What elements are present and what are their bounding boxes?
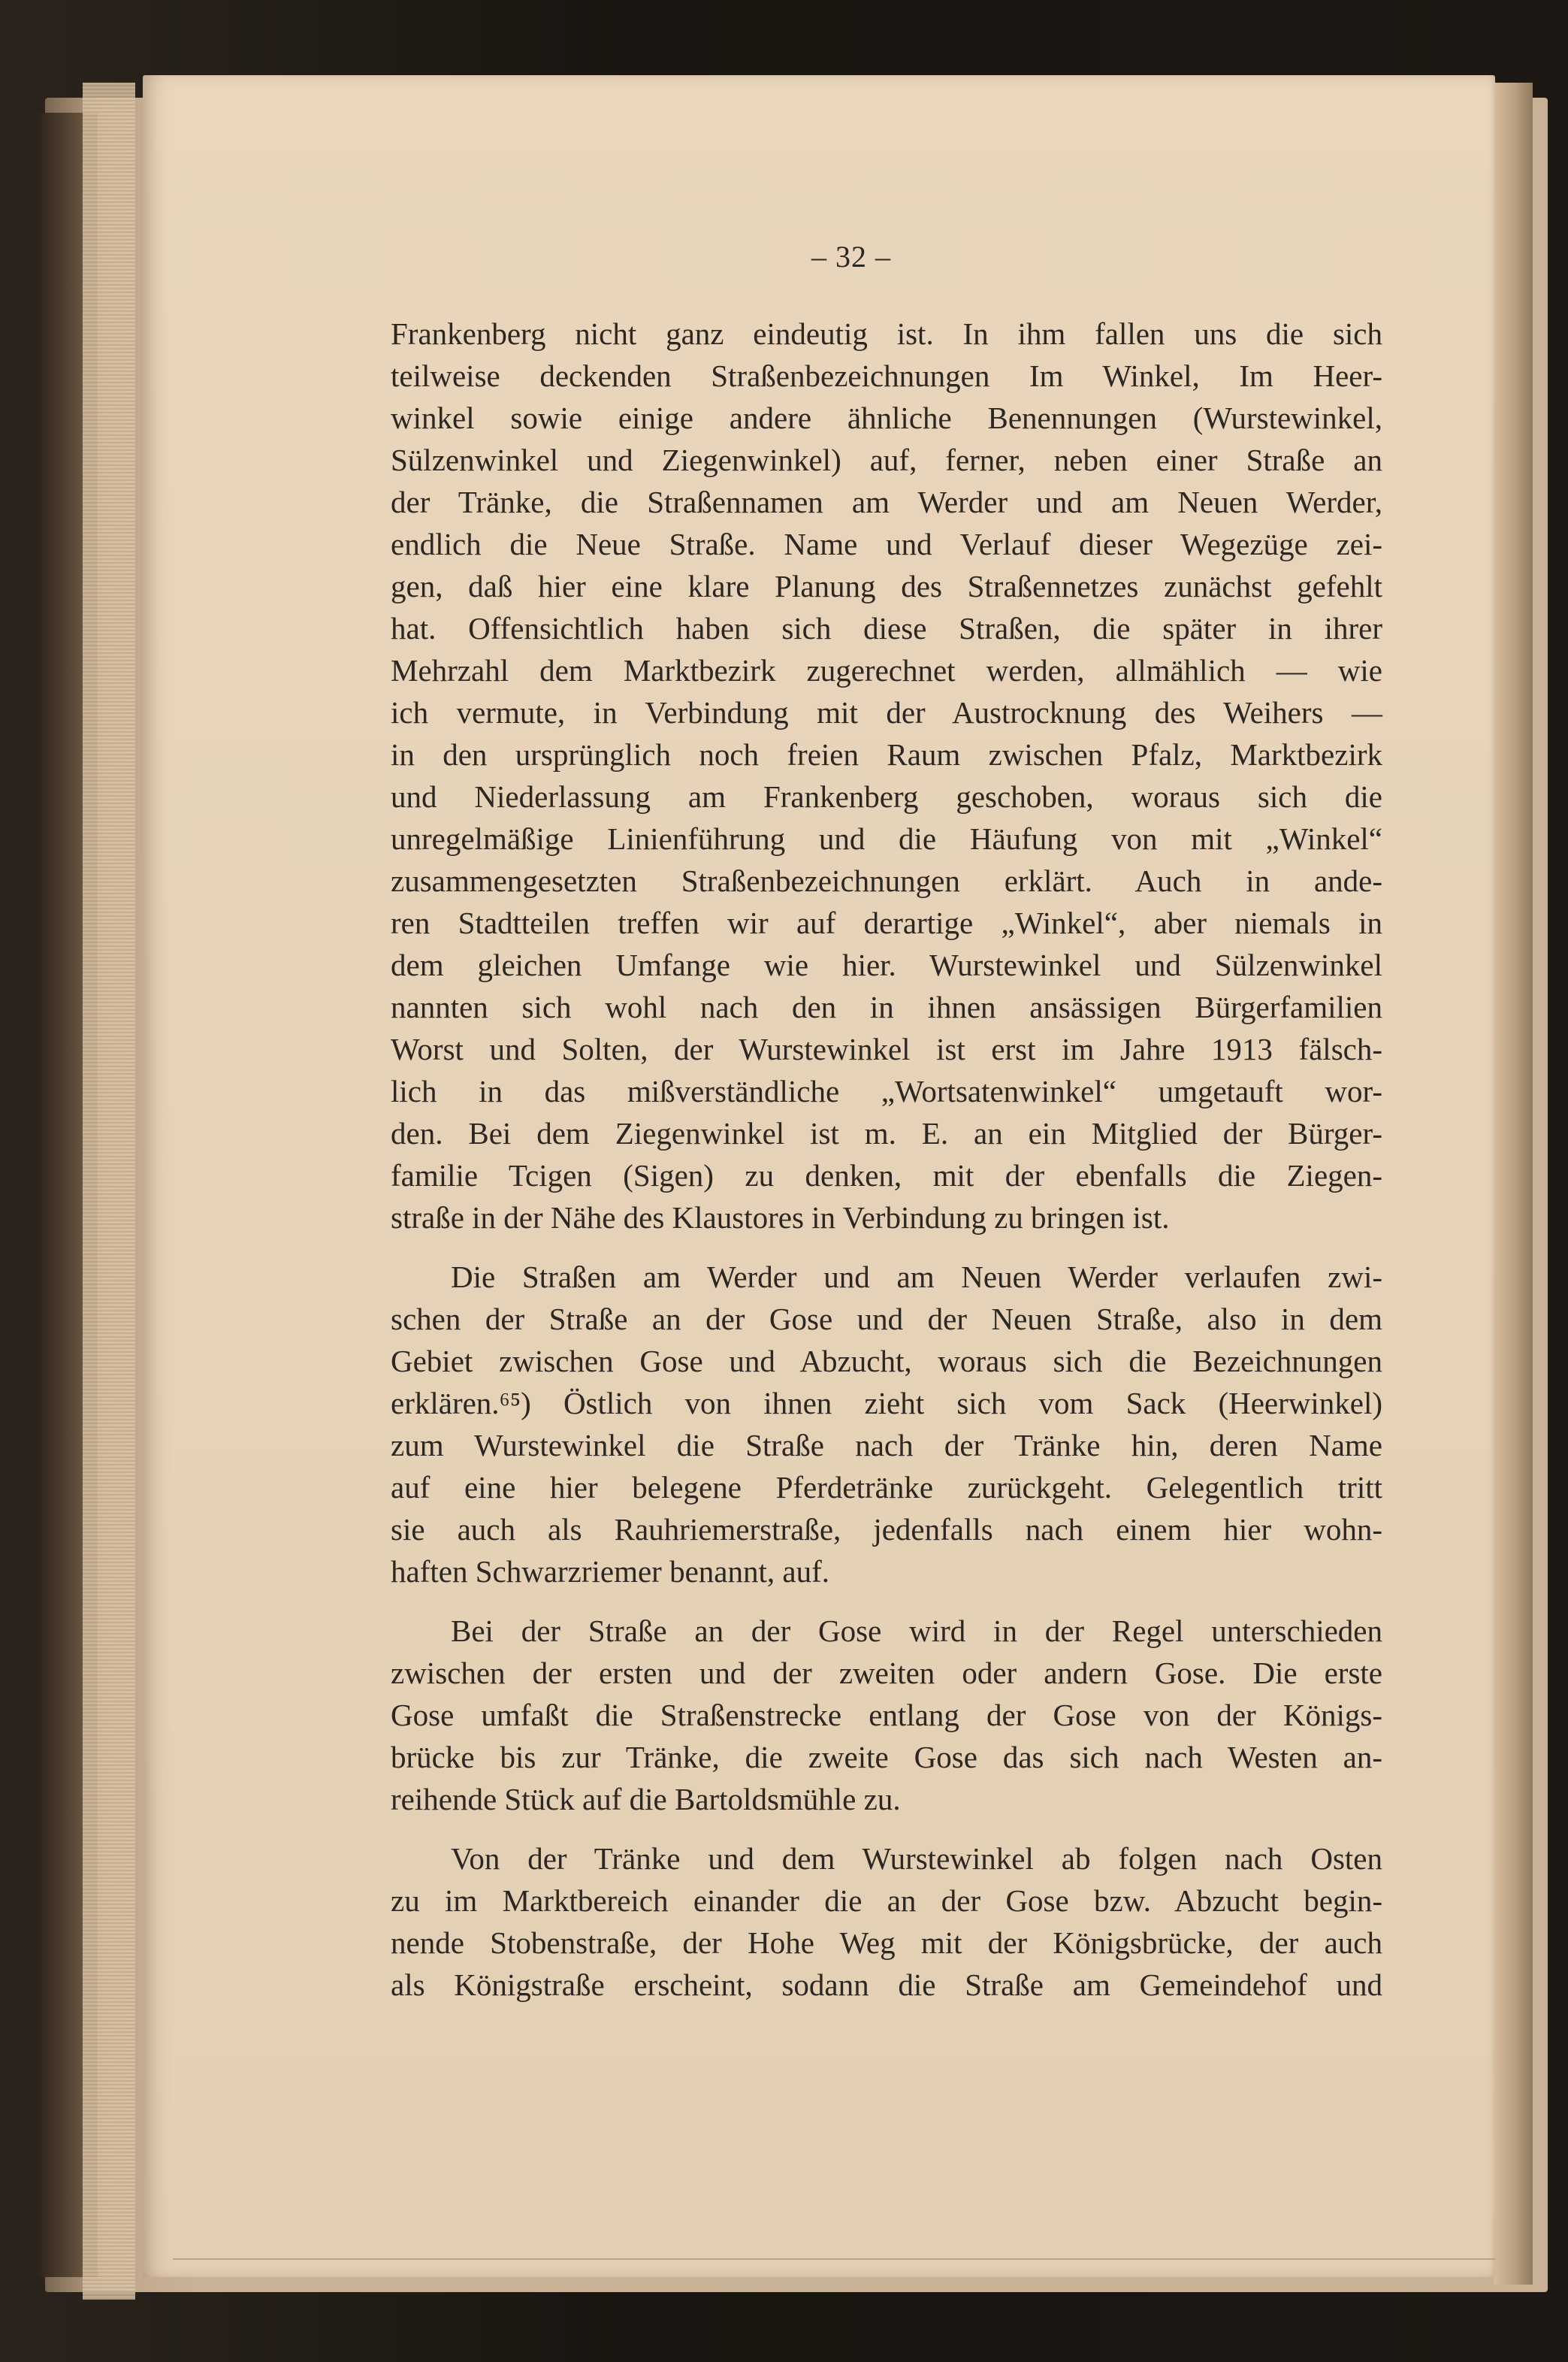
body-text bbox=[391, 313, 1382, 2006]
text-line: brücke bis zur Tränke, die zweite Gose das sich nach Westen an- bbox=[391, 1740, 1382, 1774]
paragraph-gap bbox=[391, 1592, 1382, 1610]
text-line: endlich die Neue Straße. Name und Verlauf dieser Wegezüge zei- bbox=[391, 527, 1382, 561]
text-line: erklären.⁶⁵) Östlich von ihnen zieht sich vom Sack (Heerwinkel) bbox=[391, 1386, 1382, 1420]
text-line: familie Tcigen (Sigen) zu denken, mit der ebenfalls die Ziegen- bbox=[391, 1158, 1382, 1193]
paragraph bbox=[391, 1837, 1382, 2006]
text-line: den. Bei dem Ziegenwinkel ist m. E. an ein Mitglied der Bürger- bbox=[391, 1116, 1382, 1151]
text-line: sie auch als Rauhriemerstraße, jedenfalls nach einem hier wohn- bbox=[391, 1512, 1382, 1547]
page-number: – 32 – bbox=[811, 240, 891, 274]
paragraph bbox=[391, 1256, 1382, 1592]
text-line: ich vermute, in Verbindung mit der Austrocknung des Weihers — bbox=[391, 695, 1382, 730]
text-line: Worst und Solten, der Wurstewinkel ist erst im Jahre 1913 fälsch- bbox=[391, 1032, 1382, 1066]
text-line: lich in das mißverständliche „Wortsatenwinkel“ umgetauft wor- bbox=[391, 1074, 1382, 1108]
text-line: hat. Offensichtlich haben sich diese Straßen, die später in ihrer bbox=[391, 611, 1382, 646]
text-line: der Tränke, die Straßennamen am Werder und am Neuen Werder, bbox=[391, 485, 1382, 519]
text-line: winkel sowie einige andere ähnliche Benennungen (Wurstewinkel, bbox=[391, 401, 1382, 435]
text-line: gen, daß hier eine klare Planung des Straßennetzes zunächst gefehlt bbox=[391, 569, 1382, 603]
text-line: unregelmäßige Linienführung und die Häufung von mit „Winkel“ bbox=[391, 821, 1382, 856]
page-edges-right bbox=[1494, 83, 1533, 2285]
page-edges-left bbox=[83, 83, 135, 2300]
text-line: Sülzenwinkel und Ziegenwinkel) auf, ferner, neben einer Straße an bbox=[391, 443, 1382, 477]
text-line: schen der Straße an der Gose und der Neuen Straße, also in dem bbox=[391, 1302, 1382, 1336]
text-line: auf eine hier belegene Pferdetränke zurückgeht. Gelegentlich tritt bbox=[391, 1470, 1382, 1505]
text-line: Gose umfaßt die Straßenstrecke entlang der Gose von der Königs- bbox=[391, 1698, 1382, 1732]
text-line: in den ursprünglich noch freien Raum zwischen Pfalz, Marktbezirk bbox=[391, 737, 1382, 772]
text-line: haften Schwarzriemer benannt, auf. bbox=[391, 1554, 829, 1589]
text-line: Die Straßen am Werder und am Neuen Werder verlaufen zwi- bbox=[451, 1260, 1382, 1294]
text-line: nannten sich wohl nach den in ihnen ansässigen Bürgerfamilien bbox=[391, 990, 1382, 1024]
text-line: zum Wurstewinkel die Straße nach der Tränke hin, deren Name bbox=[391, 1428, 1382, 1462]
text-line: reihende Stück auf die Bartoldsmühle zu. bbox=[391, 1782, 901, 1816]
text-line: teilweise deckenden Straßenbezeichnungen Im Winkel, Im Heer- bbox=[391, 358, 1382, 393]
text-line: Von der Tränke und dem Wurstewinkel ab folgen nach Osten bbox=[451, 1841, 1382, 1876]
text-line: straße in der Nähe des Klaustores in Verbindung zu bringen ist. bbox=[391, 1200, 1170, 1235]
text-line: Frankenberg nicht ganz eindeutig ist. In ihm fallen uns die sich bbox=[391, 316, 1382, 351]
text-line: Mehrzahl dem Marktbezirk zugerechnet werden, allmählich — wie bbox=[391, 653, 1382, 688]
text-line: ren Stadtteilen treffen wir auf derartige „Winkel“, aber niemals in bbox=[391, 906, 1382, 940]
paragraph-gap bbox=[391, 1820, 1382, 1837]
text-line: dem gleichen Umfange wie hier. Wurstewinkel und Sülzenwinkel bbox=[391, 948, 1382, 982]
text-line: nende Stobenstraße, der Hohe Weg mit der Königsbrücke, der auch bbox=[391, 1925, 1382, 1960]
text-line: und Niederlassung am Frankenberg geschoben, woraus sich die bbox=[391, 779, 1382, 814]
page-bottom-edge bbox=[173, 2258, 1495, 2260]
text-line: Bei der Straße an der Gose wird in der Regel unterschieden bbox=[451, 1613, 1382, 1648]
paragraph-gap bbox=[391, 1238, 1382, 1256]
text-line: Gebiet zwischen Gose und Abzucht, woraus sich die Bezeichnungen bbox=[391, 1344, 1382, 1378]
paragraph bbox=[391, 1610, 1382, 1820]
paragraph bbox=[391, 313, 1382, 1238]
text-line: zusammengesetzten Straßenbezeichnungen erklärt. Auch in ande- bbox=[391, 863, 1382, 898]
text-line: zu im Marktbereich einander die an der Gose bzw. Abzucht begin- bbox=[391, 1883, 1382, 1918]
text-line: zwischen der ersten und der zweiten oder andern Gose. Die erste bbox=[391, 1656, 1382, 1690]
text-line: als Königstraße erscheint, sodann die Straße am Gemeindehof und bbox=[391, 1967, 1382, 2002]
